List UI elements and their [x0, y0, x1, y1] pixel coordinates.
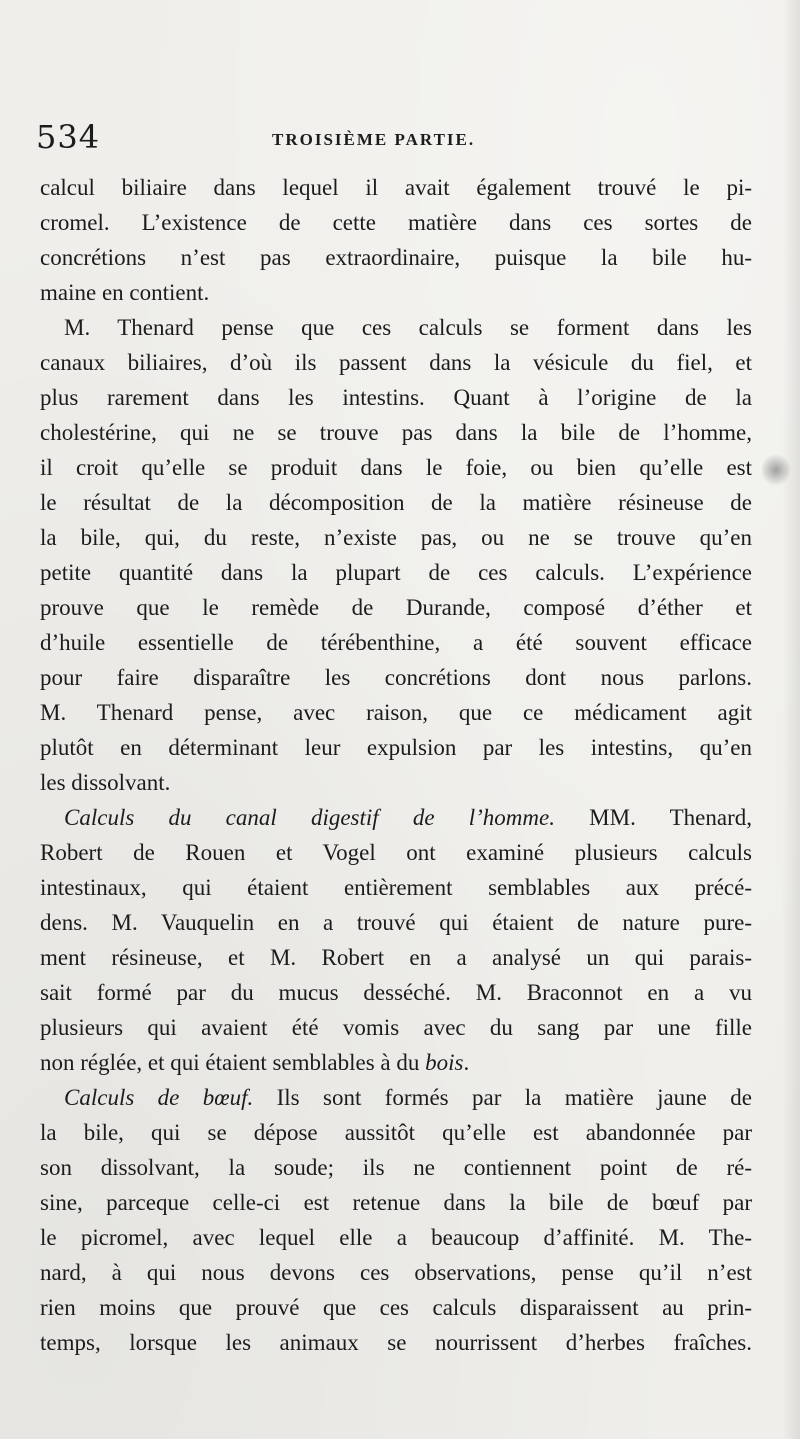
- text-line: pour faire disparaître les concrétions dont nous parlons.: [40, 665, 752, 690]
- text-line: intestinaux, qui étaient entièrement semblables aux précé-: [40, 875, 752, 900]
- text-line: petite quantité dans la plupart de ces calculs. L’expérience: [40, 560, 752, 585]
- text-line: cholestérine, qui ne se trouve pas dans la bile de l’homme,: [40, 420, 752, 445]
- text-line: le picromel, avec lequel elle a beaucoup d’affinité. M. The-: [40, 1225, 752, 1250]
- body-text: [40, 170, 752, 1360]
- text-line: la bile, qui se dépose aussitôt qu’elle est abandonnée par: [40, 1120, 752, 1145]
- text-line: canaux biliaires, d’où ils passent dans la vésicule du fiel, et: [40, 350, 752, 375]
- section-title: TROISIÈME PARTIE.: [272, 130, 476, 149]
- page-edge-shadow: [782, 0, 800, 1439]
- text-line: Robert de Rouen et Vogel ont examiné plusieurs calculs: [40, 840, 752, 865]
- text-line: calcul biliaire dans lequel il avait également trouvé le pi-: [40, 175, 752, 200]
- italic-word: bois: [425, 1050, 464, 1075]
- text-line: M. Thenard pense, avec raison, que ce médicament agit: [40, 700, 752, 725]
- text-line: maine en contient.: [40, 280, 210, 305]
- text-line: dens. M. Vauquelin en a trouvé qui étaient de nature pure-: [40, 910, 752, 935]
- text-line: sait formé par du mucus desséché. M. Braconnot en a vu: [40, 980, 752, 1005]
- text-span: MM. Thenard,: [554, 805, 752, 830]
- text-line: rien moins que prouvé que ces calculs disparaissent au prin-: [40, 1295, 752, 1320]
- paragraph-lead: Calculs du canal digestif de l’homme.: [64, 805, 555, 830]
- text-line: plutôt en déterminant leur expulsion par les intestins, qu’en: [40, 735, 752, 760]
- text-line: nard, à qui nous devons ces observations, pense qu’il n’est: [40, 1260, 752, 1285]
- text-line: le résultat de la décomposition de la matière résineuse de: [40, 490, 752, 515]
- paragraph-continuation: [40, 170, 752, 310]
- text-line: les dissolvant.: [40, 770, 171, 795]
- text-span: .: [463, 1050, 470, 1075]
- text-line: d’huile essentielle de térébenthine, a été souvent efficace: [40, 630, 752, 655]
- text-line: plusieurs qui avaient été vomis avec du sang par une fille: [40, 1015, 752, 1040]
- page-number: 534: [36, 118, 101, 156]
- text-line: concrétions n’est pas extraordinaire, puisque la bile hu-: [40, 245, 752, 270]
- ink-stain: [762, 452, 790, 488]
- running-head: [36, 118, 750, 162]
- text-line: [40, 800, 752, 835]
- text-span: Ils sont formés par la matière jaune de: [253, 1085, 752, 1110]
- text-line: cromel. L’existence de cette matière dans ces sortes de: [40, 210, 752, 235]
- text-line: [40, 1080, 752, 1115]
- text-line: sine, parceque celle-ci est retenue dans la bile de bœuf par: [40, 1190, 752, 1215]
- text-line: plus rarement dans les intestins. Quant à l’origine de la: [40, 385, 752, 410]
- text-line: [40, 1045, 752, 1080]
- text-line: M. Thenard pense que ces calculs se forment dans les: [64, 315, 752, 340]
- text-line: ment résineuse, et M. Robert en a analysé un qui parais-: [40, 945, 752, 970]
- text-line: la bile, qui, du reste, n’existe pas, ou ne se trouve qu’en: [40, 525, 752, 550]
- paragraph-lead: Calculs de bœuf.: [64, 1085, 254, 1110]
- text-span: non réglée, et qui étaient semblables à du: [40, 1050, 426, 1075]
- text-line: il croit qu’elle se produit dans le foie, ou bien qu’elle est: [40, 455, 752, 480]
- paragraph-thenard: [40, 310, 752, 800]
- text-line: prouve que le remède de Durande, composé d’éther et: [40, 595, 752, 620]
- paragraph-ox-calculi: [40, 1080, 752, 1360]
- text-line: temps, lorsque les animaux se nourrissent d’herbes fraîches.: [40, 1330, 752, 1355]
- paragraph-digestive-calculi: [40, 800, 752, 1080]
- text-line: son dissolvant, la soude; ils ne contiennent point de ré-: [40, 1155, 752, 1180]
